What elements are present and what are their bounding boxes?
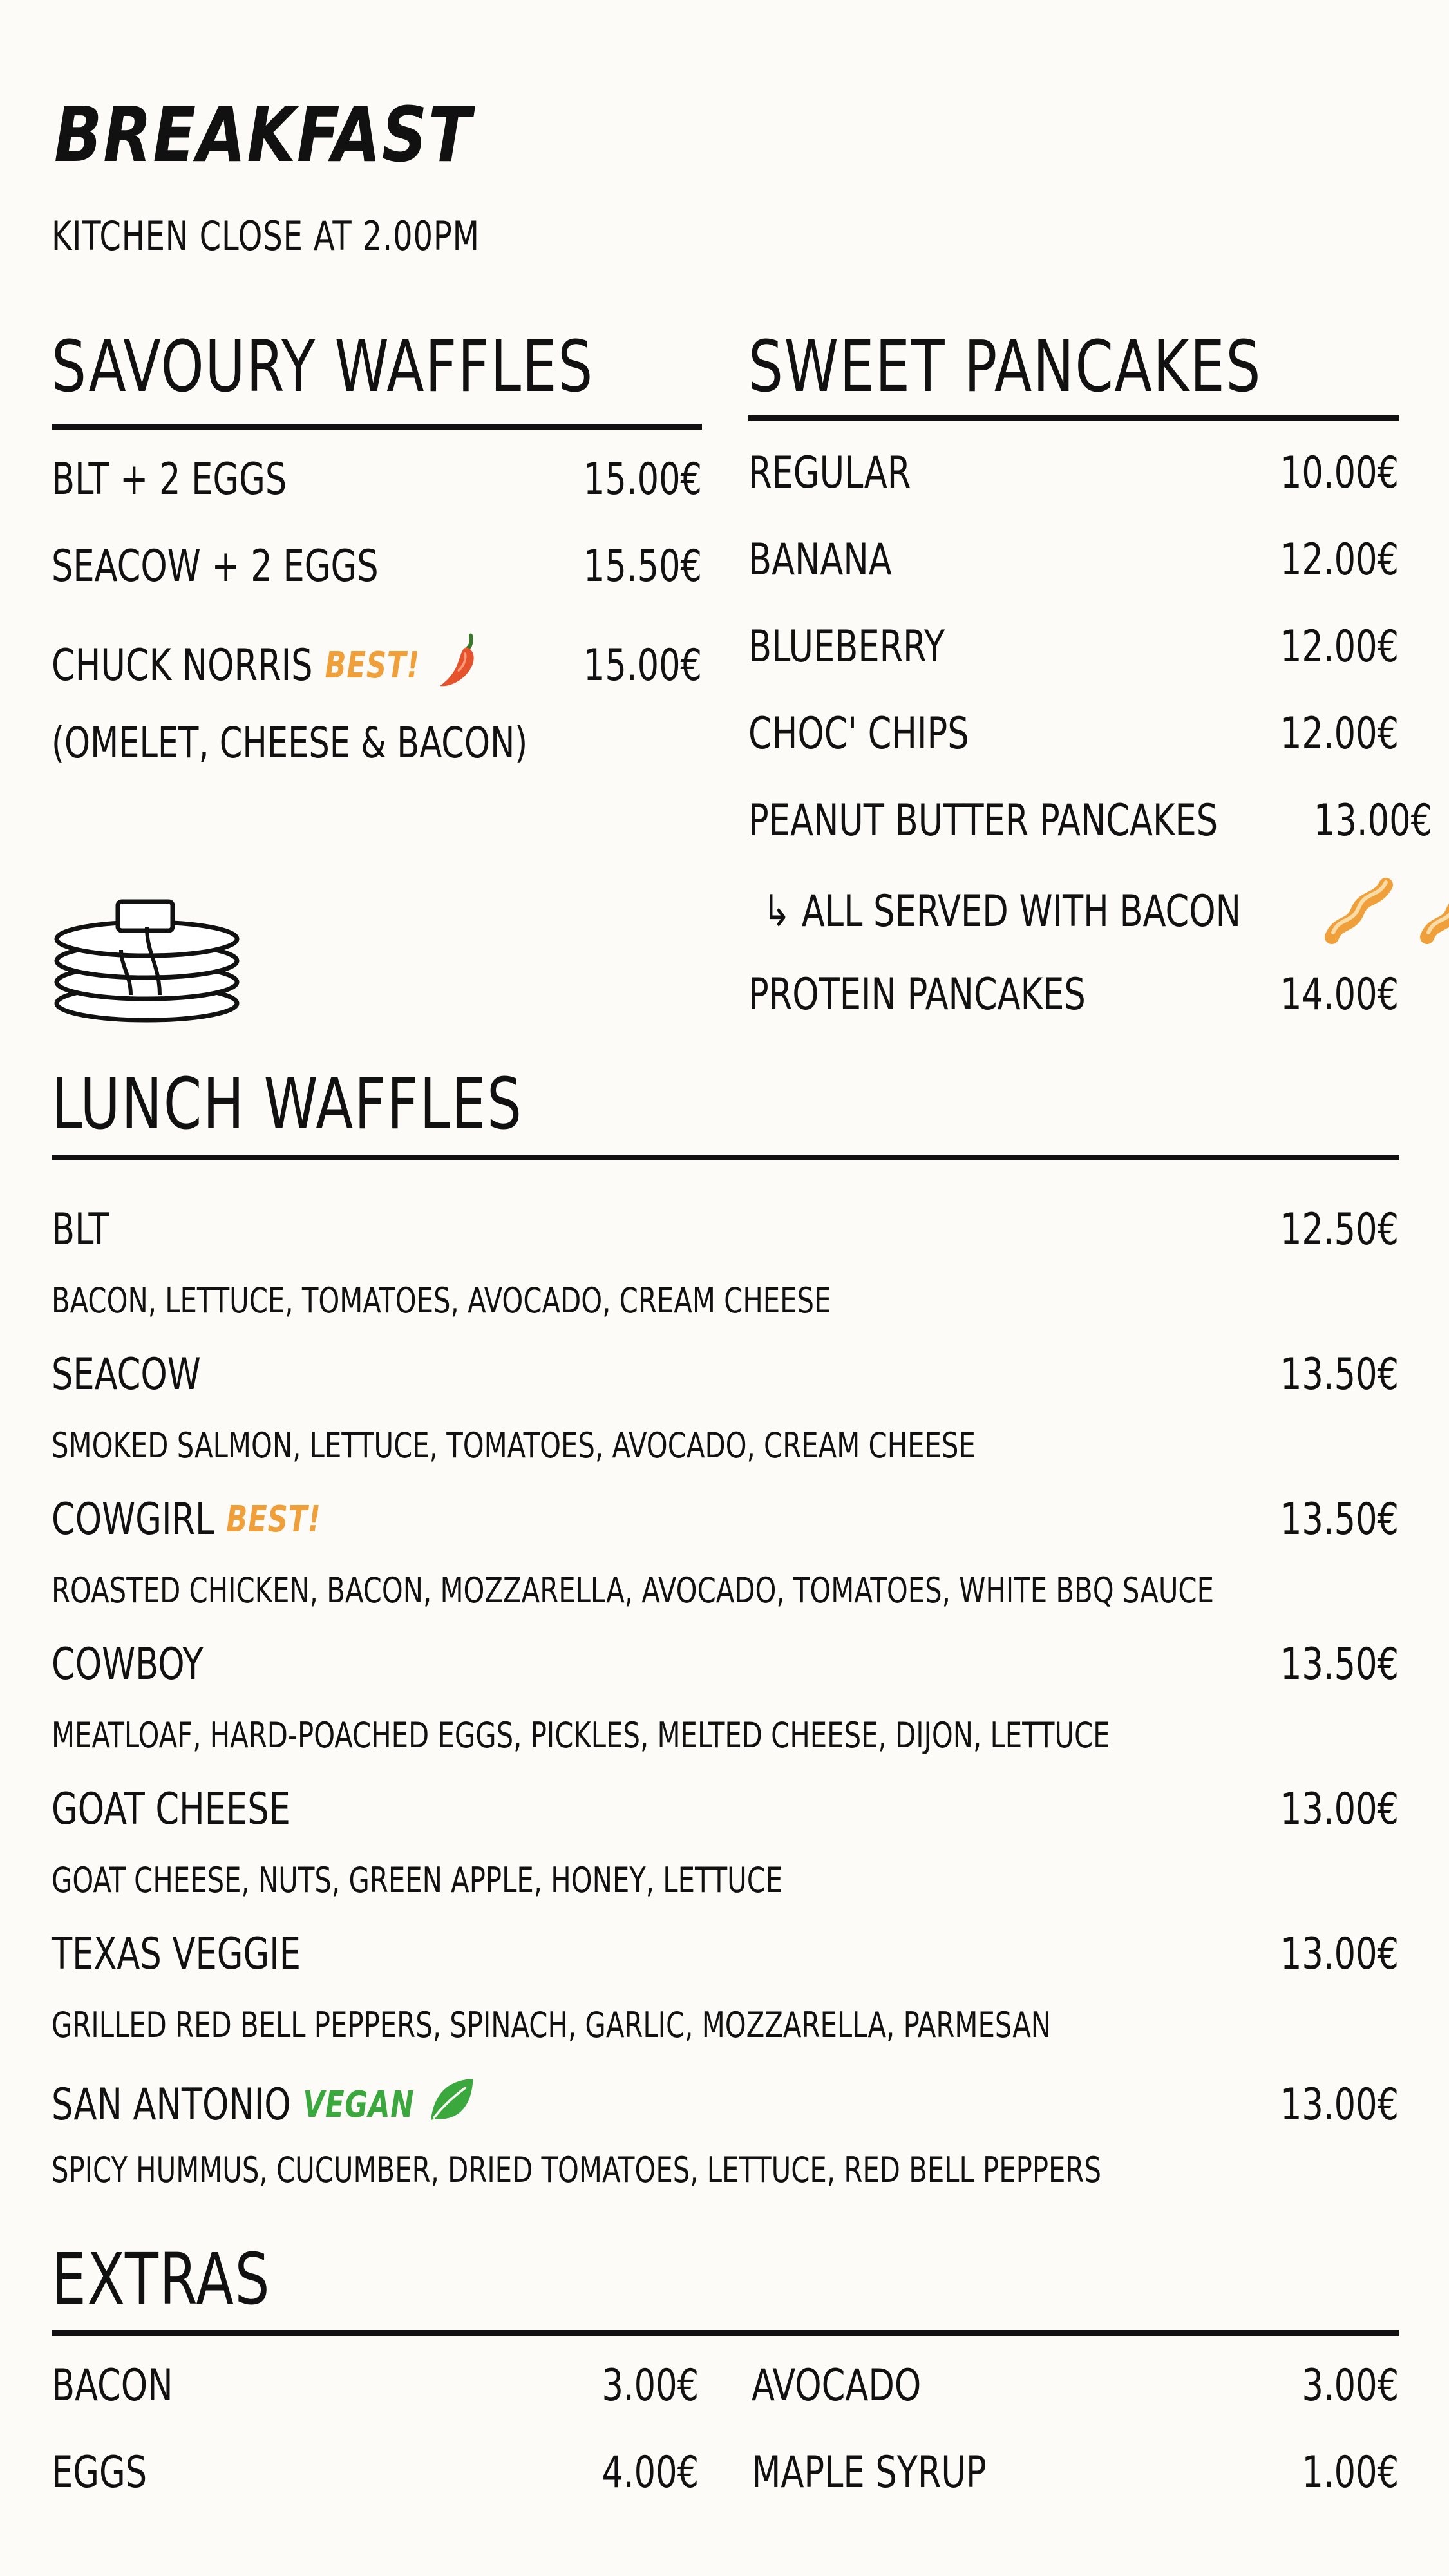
item-name-group [52, 1784, 290, 1835]
menu-item-row [52, 1929, 1399, 1980]
item-description: MEATLOAF, HARD-POACHED EGGS, PICKLES, MELTED CHEESE, DIJON, LETTUCE [52, 1715, 1110, 1756]
item-name: AVOCADO [752, 2360, 922, 2411]
item-price: 13.50€ [1280, 1494, 1399, 1545]
menu-item-row [752, 2447, 1399, 2498]
item-price: 3.00€ [601, 2360, 699, 2411]
item-price: 13.00€ [1280, 2079, 1399, 2130]
extras-title: EXTRAS [52, 2238, 271, 2320]
item-price: 13.00€ [1280, 1784, 1399, 1835]
item-name: CHUCK NORRIS [52, 640, 313, 691]
menu-item-row [748, 535, 1399, 585]
item-name-group [52, 1349, 201, 1400]
item-name: REGULAR [748, 448, 911, 498]
item-name-group [52, 1204, 109, 1255]
item-name: PROTEIN PANCAKES [748, 969, 1086, 1020]
item-price: 1.00€ [1302, 2447, 1399, 2498]
best-badge: BEST! [325, 645, 420, 687]
item-name: BANANA [748, 535, 892, 585]
item-name: SEACOW [52, 1349, 201, 1400]
pancakes-divider [748, 415, 1399, 421]
menu-item-row [52, 1784, 1399, 1835]
lunch-waffles-title: LUNCH WAFFLES [52, 1063, 523, 1145]
item-name: SEACOW + 2 EGGS [52, 541, 379, 592]
extras-divider [52, 2330, 1399, 2336]
item-price: 15.00€ [583, 640, 702, 691]
menu-item-row [748, 448, 1399, 498]
item-price: 13.50€ [1280, 1639, 1399, 1690]
menu-item-row [52, 2447, 699, 2498]
item-price: 15.00€ [583, 454, 702, 505]
item-description: SMOKED SALMON, LETTUCE, TOMATOES, AVOCADO, CREAM CHEESE [52, 1425, 976, 1466]
bacon-note: ↳ ALL SERVED WITH BACON [762, 886, 1241, 937]
item-price: 13.00€ [1280, 1929, 1399, 1980]
item-price: 4.00€ [601, 2447, 699, 2498]
item-name: TEXAS VEGGIE [52, 1929, 301, 1980]
item-name-group [52, 1494, 321, 1545]
menu-item-row [52, 1349, 1399, 1400]
item-price: 13.00€ [1313, 795, 1432, 846]
menu-item-row [752, 2360, 1399, 2411]
menu-item-row [52, 1204, 1399, 1255]
item-name: BACON [52, 2360, 173, 2411]
menu-item-row [52, 2360, 699, 2411]
item-name: BLT [52, 1204, 109, 1255]
item-price: 12.00€ [1280, 535, 1399, 585]
item-name: SAN ANTONIO [52, 2079, 291, 2130]
bacon-note-row [748, 876, 1399, 947]
sweet-pancakes-title: SWEET PANCAKES [748, 325, 1262, 408]
item-name: COWGIRL [52, 1494, 214, 1545]
pancake-stack-icon [50, 889, 243, 1027]
menu-item-row [52, 1639, 1399, 1690]
menu-item-row [52, 2074, 1399, 2136]
menu-item-row [748, 621, 1399, 672]
item-name: MAPLE SYRUP [752, 2447, 987, 2498]
vegan-badge: VEGAN [303, 2084, 415, 2126]
chili-pepper-icon [432, 628, 488, 703]
item-description: GRILLED RED BELL PEPPERS, SPINACH, GARLIC, MOZZARELLA, PARMESAN [52, 2005, 1052, 2045]
item-description: BACON, LETTUCE, TOMATOES, AVOCADO, CREAM CHEESE [52, 1280, 831, 1321]
item-price: 12.00€ [1280, 621, 1399, 672]
bacon-icons [1319, 876, 1449, 947]
item-description: ROASTED CHICKEN, BACON, MOZZARELLA, AVOCADO, TOMATOES, WHITE BBQ SAUCE [52, 1570, 1214, 1611]
menu-item-row [52, 628, 702, 703]
lunch-divider [52, 1155, 1399, 1160]
menu-item-row [748, 969, 1399, 1020]
savoury-waffles-title: SAVOURY WAFFLES [52, 325, 594, 408]
leaf-icon [426, 2074, 476, 2136]
menu-item-row [748, 795, 1432, 846]
item-note: (OMELET, CHEESE & BACON) [52, 718, 528, 768]
item-name-group [52, 1929, 301, 1980]
item-name-group [52, 628, 488, 703]
menu-title: BREAKFAST [54, 90, 473, 179]
item-price: 3.00€ [1302, 2360, 1399, 2411]
item-price: 10.00€ [1280, 448, 1399, 498]
menu-item-row [748, 708, 1399, 759]
menu-item-row [52, 454, 702, 505]
item-name-group [52, 1639, 204, 1690]
item-name: PEANUT BUTTER PANCAKES [748, 795, 1218, 846]
savoury-divider [52, 424, 702, 430]
item-name: GOAT CHEESE [52, 1784, 290, 1835]
item-name: EGGS [52, 2447, 147, 2498]
item-price: 15.50€ [583, 541, 702, 592]
menu-item-row [52, 1494, 1399, 1545]
item-price: 14.00€ [1280, 969, 1399, 1020]
item-name: CHOC' CHIPS [748, 708, 969, 759]
item-description: GOAT CHEESE, NUTS, GREEN APPLE, HONEY, LETTUCE [52, 1860, 783, 1900]
item-name: BLUEBERRY [748, 621, 945, 672]
kitchen-hours: KITCHEN CLOSE AT 2.00PM [52, 213, 480, 260]
item-price: 12.00€ [1280, 708, 1399, 759]
item-description: SPICY HUMMUS, CUCUMBER, DRIED TOMATOES, LETTUCE, RED BELL PEPPERS [52, 2150, 1101, 2190]
bacon-icon [1414, 876, 1449, 947]
item-name: BLT + 2 EGGS [52, 454, 287, 505]
item-price: 12.50€ [1280, 1204, 1399, 1255]
best-badge: BEST! [226, 1499, 321, 1540]
bacon-icon [1319, 876, 1396, 947]
menu-item-row [52, 541, 702, 592]
item-name-group [52, 2074, 477, 2136]
item-name: COWBOY [52, 1639, 204, 1690]
item-price: 13.50€ [1280, 1349, 1399, 1400]
